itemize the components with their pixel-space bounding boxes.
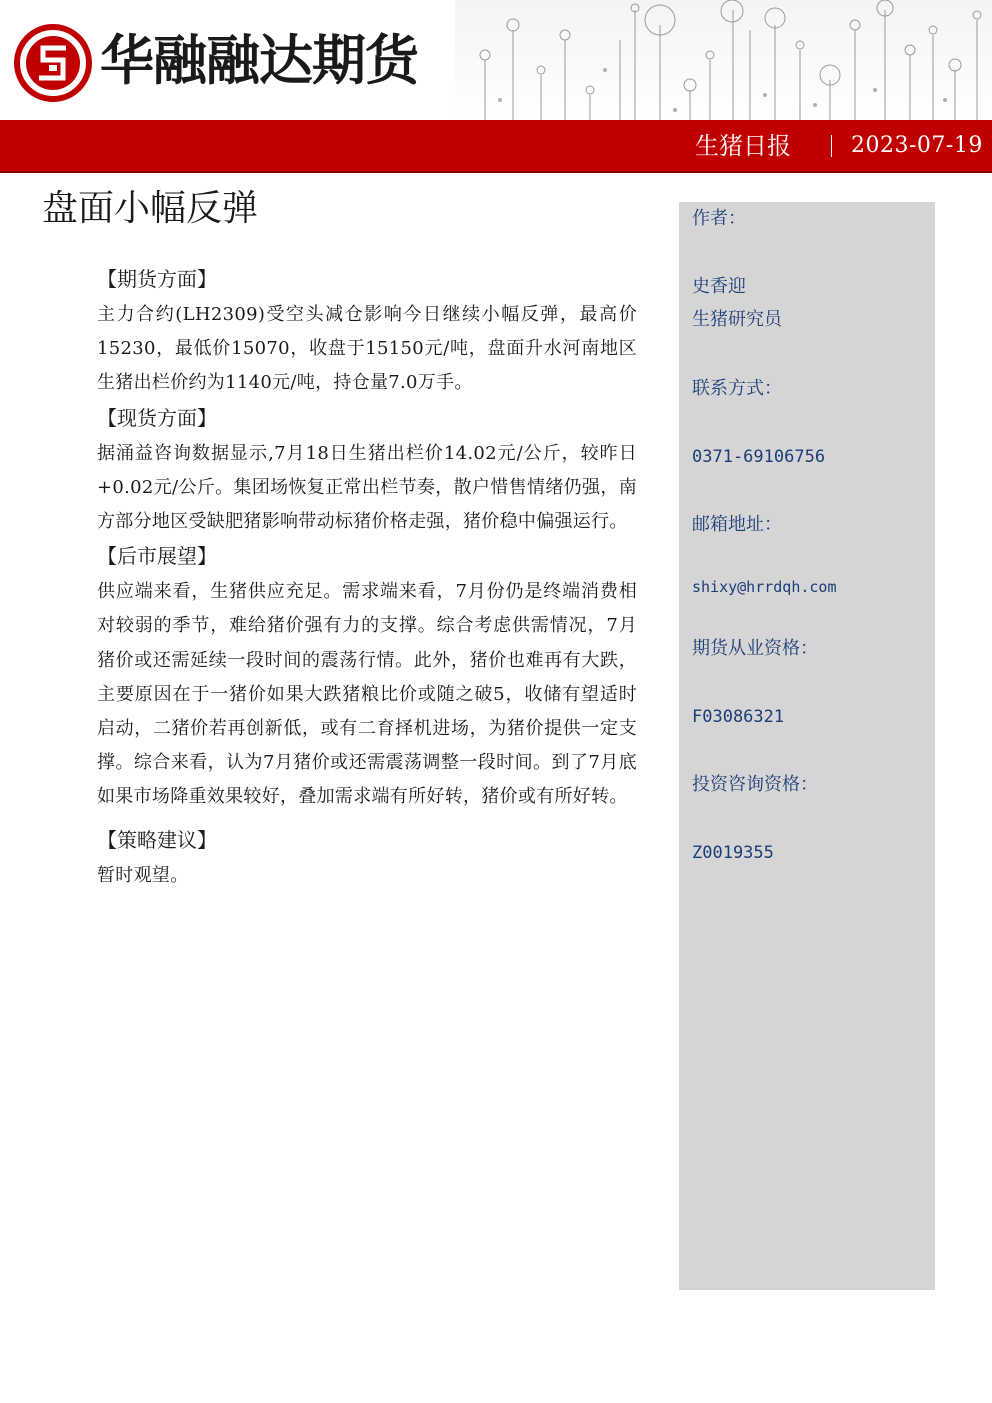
investment-qualification-label: 投资咨询资格： xyxy=(692,774,818,795)
section-outlook xyxy=(97,541,637,814)
author-label: 作者： xyxy=(692,208,746,229)
futures-qualification-number: F03086321 xyxy=(692,707,785,727)
section-paragraph: 供应端来看，生猪供应充足。需求端来看，7月份仍是终端消费相对较弱的季节，难给猪价强有力的支撑。综合考虑供需情况，7月猪价或还需延续一段时间的震荡行情。此外，猪价也难再有大跌，主要原因在于一猪价如果大跌猪粮比价或随之破5，收储有望适时启动，二猪价若再创新低，或有二育择机进场，为猪价提供一定支撑。综合来看，认为7月猪价或还需震荡调整一段时间。到了7月底如果市场降重效果较好，叠加需求端有所好转，猪价或有所好转。 xyxy=(97,581,637,808)
section-paragraph: 主力合约(LH2309)受空头减仓影响今日继续小幅反弹，最高价15230，最低价15070，收盘于15150元/吨，盘面升水河南地区生猪出栏价约为1140元/吨，持仓量7.0万手。 xyxy=(97,304,637,394)
section-futures xyxy=(97,264,637,401)
author-name: 史香迎 xyxy=(692,276,746,297)
contact-label: 联系方式： xyxy=(692,378,782,399)
investment-qualification-number: Z0019355 xyxy=(692,843,774,863)
author-sidebar xyxy=(679,202,935,1290)
report-name: 生猪日报 xyxy=(695,132,791,160)
header-red-bar xyxy=(0,120,992,172)
decorative-circles-graphic xyxy=(455,0,992,120)
section-strategy xyxy=(97,825,637,893)
section-paragraph: 暂时观望。 xyxy=(97,864,189,886)
email-label: 邮箱地址： xyxy=(692,514,782,535)
report-body xyxy=(97,264,637,893)
section-paragraph: 据涌益咨询数据显示,7月18日生猪出栏价14.02元/公斤，较昨日+0.02元/公斤。集团场恢复正常出栏节奏，散户惜售情绪仍强，南方部分地区受缺肥猪影响带动标猪价格走强，猪价稳中偏强运行。 xyxy=(97,442,637,533)
email-address: shixy@hrrdqh.com xyxy=(692,578,837,596)
author-title: 生猪研究员 xyxy=(692,309,782,330)
contact-phone: 0371-69106756 xyxy=(692,447,826,467)
company-logo-text: 华融融达期货 xyxy=(100,29,418,92)
section-spot xyxy=(97,403,637,540)
page-header xyxy=(0,0,992,120)
company-logo-icon xyxy=(14,24,92,102)
section-heading: 【后市展望】 xyxy=(97,544,217,569)
section-heading: 【现货方面】 xyxy=(97,405,217,430)
section-heading: 【策略建议】 xyxy=(97,827,217,852)
report-date: 2023-07-19 xyxy=(851,133,983,158)
page-title: 盘面小幅反弹 xyxy=(42,188,259,229)
header-divider xyxy=(831,135,832,157)
header-bar-rule xyxy=(0,171,992,173)
futures-qualification-label: 期货从业资格： xyxy=(692,638,818,659)
section-heading: 【期货方面】 xyxy=(97,267,217,291)
